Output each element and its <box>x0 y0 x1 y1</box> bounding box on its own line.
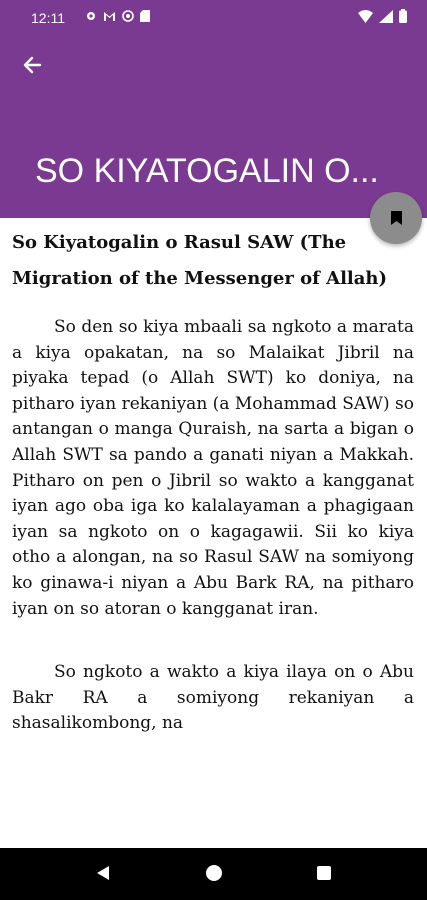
nav-home-button[interactable] <box>203 862 225 884</box>
system-navigation-bar <box>0 848 427 900</box>
status-notification-icons <box>85 10 150 22</box>
status-system-icons <box>358 9 407 23</box>
status-bar <box>0 0 427 34</box>
nav-recents-button[interactable] <box>313 862 335 884</box>
gmail-icon <box>103 10 116 22</box>
square-recents-icon <box>316 865 332 881</box>
signal-icon <box>379 10 393 23</box>
app-bar <box>0 0 427 218</box>
bookmark-icon <box>391 211 402 225</box>
page-title: SO KIYATOGALIN O... <box>35 152 379 190</box>
settings-icon <box>85 10 97 22</box>
article-heading: So Kiyatogalin o Rasul SAW (The Migration of the Messenger of Allah) <box>12 232 388 289</box>
arrow-back-icon <box>22 55 42 75</box>
sd-card-icon <box>140 10 150 22</box>
nav-back-button[interactable] <box>92 862 114 884</box>
article-content <box>12 225 414 737</box>
back-button[interactable] <box>17 50 47 80</box>
wifi-icon <box>358 10 373 23</box>
status-time: 12:11 <box>31 10 65 26</box>
battery-icon <box>399 9 407 23</box>
at-icon <box>122 10 134 22</box>
triangle-back-icon <box>96 865 110 881</box>
article-paragraph: So den so kiya mbaali sa ngkoto a marata a kiya opakatan, na so Malaikat Jibril na piyaka tepad (o Allah SWT) ko doniya, na pitharo iyan rekaniyan (a Mohammad SAW) so antangan o manga Quraish, na sarta a bigan o Allah SWT sa pando a ganati niyan a Makkah. Pitharo on pen o Jibril so wakto a kangganat iyan ago oba iga ko kalalayaman a phagigaan iyan sa ngkoto on o kagagawii. Sii ko kiya otho a alongan, na so Rasul SAW na somiyong ko ginawa-i niyan a Abu Bark RA, na pitharo iyan on so atoran o kangganat iran. <box>12 317 414 619</box>
article-paragraph: So ngkoto a wakto a kiya ilaya on o Abu Bakr RA a somiyong rekaniyan a shasalikombong, na <box>12 662 414 734</box>
circle-home-icon <box>205 864 223 882</box>
